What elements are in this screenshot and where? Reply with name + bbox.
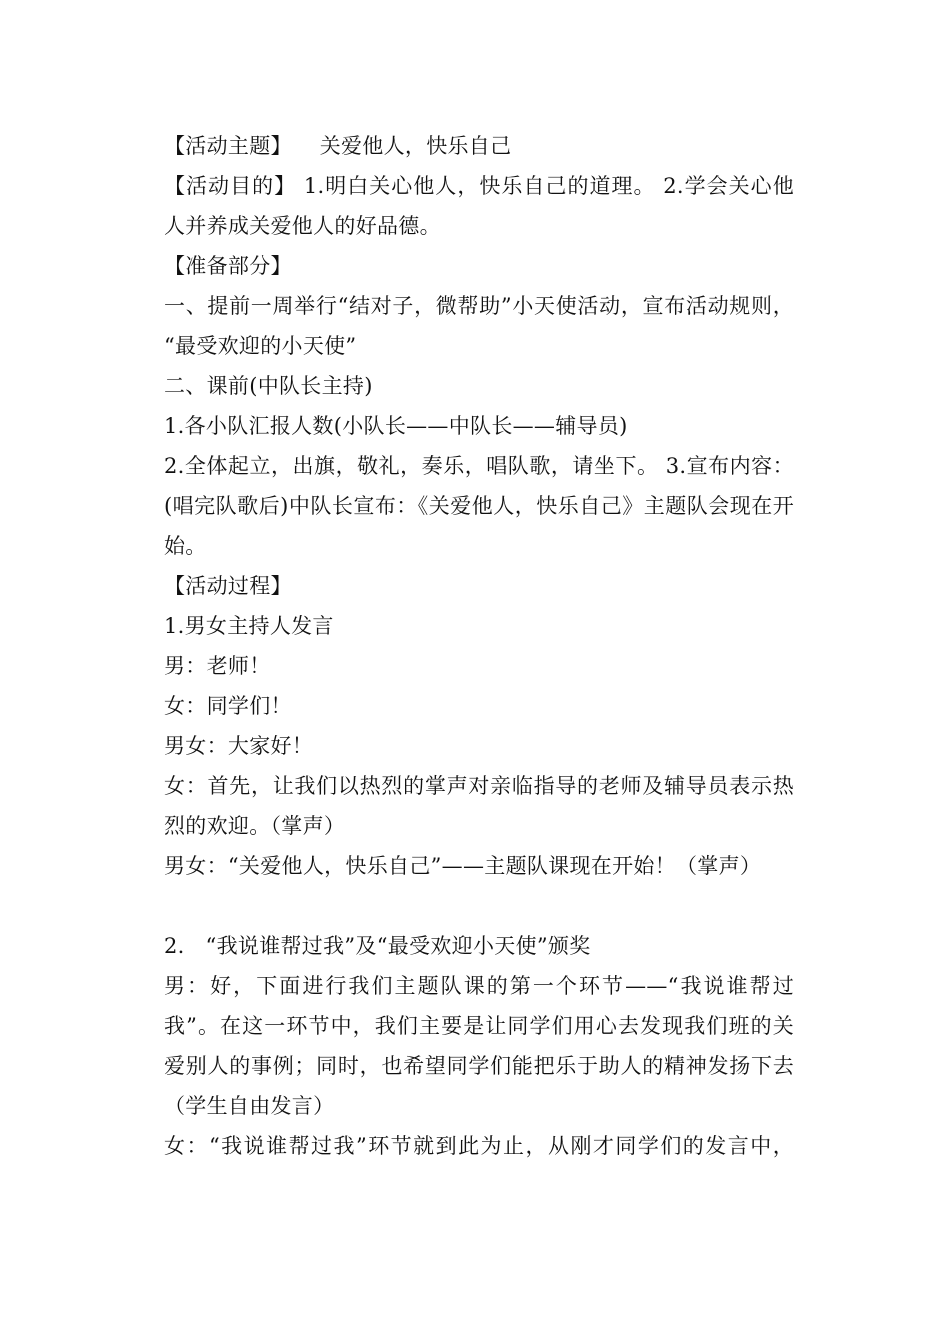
dialogue-male-2-line-4: （学生自由发言） bbox=[164, 1094, 335, 1118]
section-2-heading: 2. “我说谁帮过我”及“最受欢迎小天使”颁奖 bbox=[164, 934, 591, 958]
preparation-item-1-line-2: “最受欢迎的小天使” bbox=[164, 334, 357, 358]
dialogue-both-1: 男女：大家好！ bbox=[164, 734, 314, 758]
dialogue-male-2-line-3: 爱别人的事例；同时，也希望同学们能把乐于助人的精神发扬下去 bbox=[164, 1054, 794, 1078]
step-1-report: 1.各小队汇报人数(小队长——中队长——辅导员) bbox=[164, 414, 628, 438]
dialogue-both-2: 男女：“关爱他人，快乐自己”——主题队课现在开始！（掌声） bbox=[164, 854, 762, 878]
dialogue-female-1: 女：同学们！ bbox=[164, 694, 292, 718]
activity-theme-line: 【活动主题】 关爱他人，快乐自己 bbox=[164, 134, 512, 158]
announcement-line-1: (唱完队歌后)中队长宣布：《关爱他人，快乐自己》主题队会现在开 bbox=[164, 494, 794, 518]
announcement-line-2: 始。 bbox=[164, 534, 207, 558]
blank-line bbox=[164, 886, 794, 926]
preparation-item-1-line-1: 一、提前一周举行“结对子，微帮助”小天使活动，宣布活动规则， bbox=[164, 294, 794, 318]
process-heading: 【活动过程】 bbox=[164, 574, 292, 598]
dialogue-female-2-line-1: 女：首先，让我们以热烈的掌声对亲临指导的老师及辅导员表示热 bbox=[164, 774, 794, 798]
dialogue-female-2-line-2: 烈的欢迎。（掌声） bbox=[164, 814, 346, 838]
document-body bbox=[164, 126, 794, 1166]
dialogue-female-3-line-1: 女：“我说谁帮过我”环节就到此为止，从刚才同学们的发言中， bbox=[164, 1134, 794, 1158]
host-speech-heading: 1.男女主持人发言 bbox=[164, 614, 334, 638]
preparation-heading: 【准备部分】 bbox=[164, 254, 292, 278]
step-2-ceremony: 2.全体起立，出旗，敬礼，奏乐，唱队歌，请坐下。 3.宣布内容： bbox=[164, 454, 794, 478]
preparation-item-2: 二、课前(中队长主持) bbox=[164, 374, 373, 398]
dialogue-male-1: 男：老师！ bbox=[164, 654, 271, 678]
activity-purpose-line-1: 【活动目的】 1.明白关心他人，快乐自己的道理。 2.学会关心他 bbox=[164, 174, 794, 198]
dialogue-male-2-line-2: 我”。在这一环节中，我们主要是让同学们用心去发现我们班的关 bbox=[164, 1014, 794, 1038]
activity-purpose-line-2: 人并养成关爱他人的好品德。 bbox=[164, 214, 441, 238]
dialogue-male-2-line-1: 男：好，下面进行我们主题队课的第一个环节——“我说谁帮过 bbox=[164, 974, 794, 998]
